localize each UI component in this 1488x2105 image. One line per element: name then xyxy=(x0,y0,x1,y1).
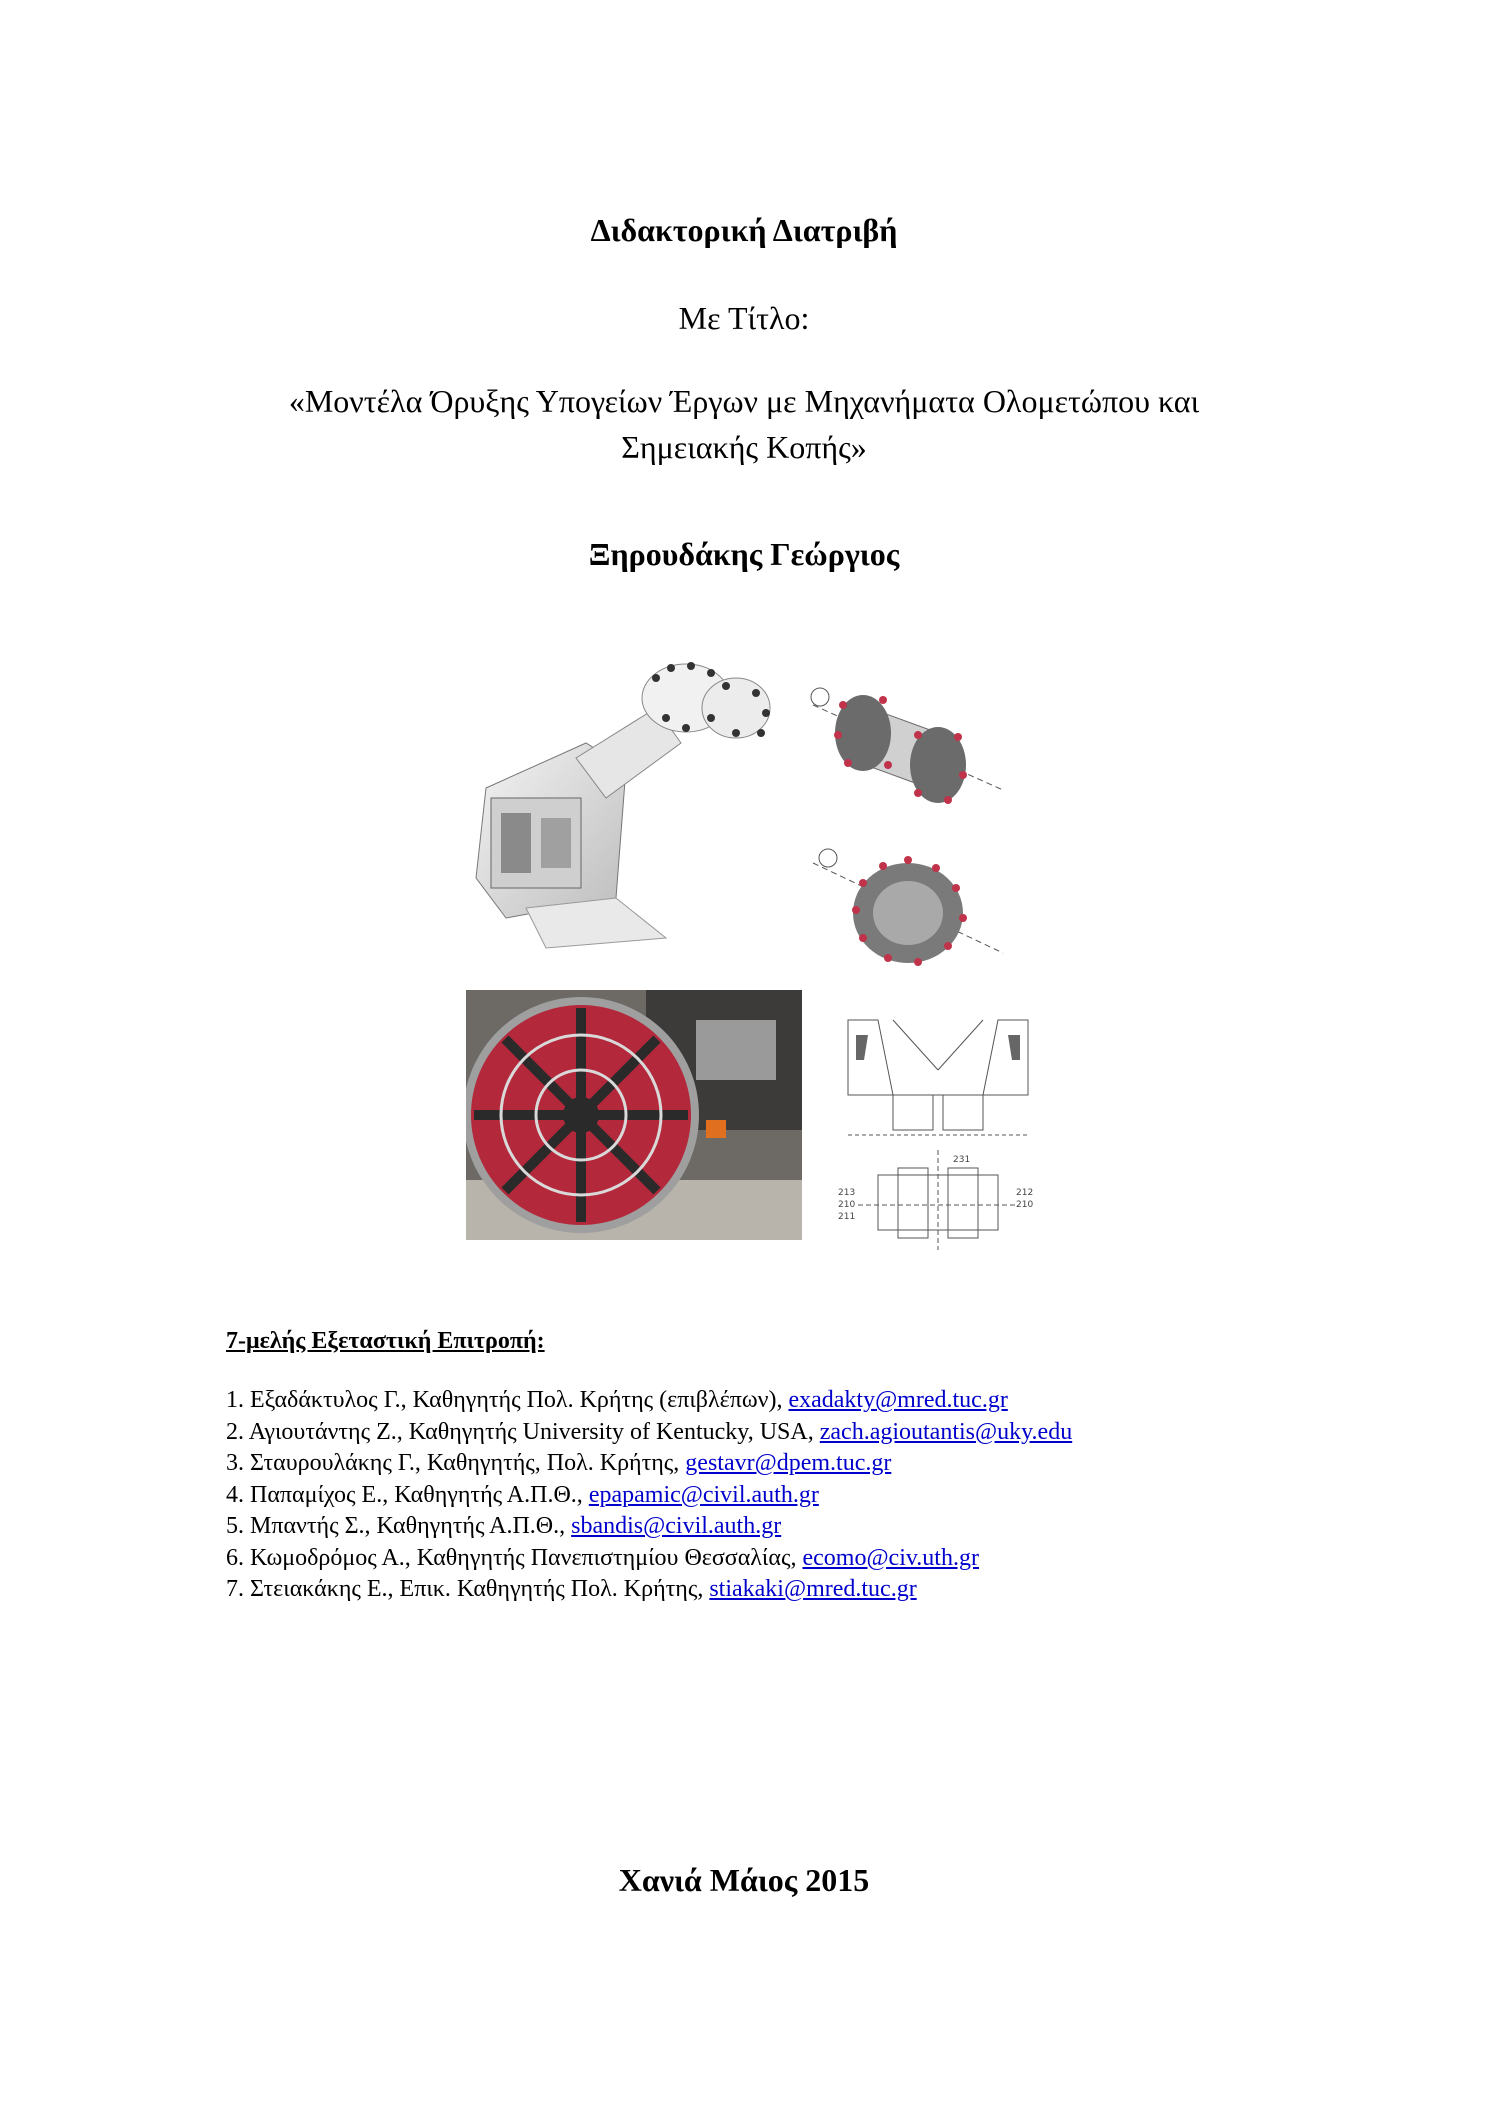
drawing-label: 231 xyxy=(953,1155,971,1165)
member-number: 2. xyxy=(226,1418,244,1445)
committee-heading: 7-μελής Εξεταστική Επιτροπή: xyxy=(226,1328,545,1354)
member-email-link[interactable]: stiakaki@mred.tuc.gr xyxy=(709,1576,917,1602)
committee-member xyxy=(226,1574,1326,1606)
member-number: 5. xyxy=(226,1513,244,1539)
document-type-heading: Διδακτορική Διατριβή xyxy=(590,212,898,248)
committee-member xyxy=(226,1511,1326,1543)
committee-member xyxy=(226,1543,1326,1575)
member-details: Αγιουτάντης Ζ., Καθηγητής University of Kentucky, USA, xyxy=(248,1418,820,1445)
member-email-link[interactable]: gestavr@dpem.tuc.gr xyxy=(685,1450,892,1476)
member-details: Μπαντής Σ., Καθηγητής Α.Π.Θ., xyxy=(250,1513,572,1539)
member-number: 1. xyxy=(226,1387,244,1413)
member-number: 7. xyxy=(226,1576,244,1602)
tbm-cutterhead-image xyxy=(466,990,802,1240)
drawing-label: 211 xyxy=(838,1212,856,1222)
examination-committee xyxy=(226,1328,1326,1606)
thesis-title xyxy=(0,378,1488,470)
member-details: Σταυρουλάκης Γ., Καθηγητής, Πολ. Κρήτης, xyxy=(250,1450,686,1476)
member-details: Κωμοδρόμος Α., Καθηγητής Πανεπιστημίου Θεσσαλίας, xyxy=(250,1544,803,1571)
member-details: Παπαμίχος Ε., Καθηγητής Α.Π.Θ., xyxy=(250,1481,589,1508)
thesis-title-line-1: «Μοντέλα Όρυξης Υπογείων Έργων με Μηχανήματα Ολομετώπου και xyxy=(288,383,1200,419)
member-number: 3. xyxy=(226,1450,244,1476)
cutter-technical-drawing xyxy=(838,1000,1038,1250)
member-email-link[interactable]: zach.agioutantis@uky.edu xyxy=(819,1418,1073,1445)
member-email-link[interactable]: sbandis@civil.auth.gr xyxy=(571,1513,782,1539)
member-details: Στειακάκης Ε., Επικ. Καθηγητής Πολ. Κρήτης, xyxy=(250,1576,710,1602)
thesis-title-line-2: Σημειακής Κοπής» xyxy=(621,429,867,465)
title-label: Με Τίτλο: xyxy=(678,300,810,336)
author-name: Ξηρουδάκης Γεώργιος xyxy=(588,536,900,572)
drawing-label: 213 xyxy=(838,1188,856,1198)
member-email-link[interactable]: exadakty@mred.tuc.gr xyxy=(788,1387,1008,1413)
member-number: 4. xyxy=(226,1481,244,1508)
drawing-label: 212 xyxy=(1016,1188,1034,1198)
member-email-link[interactable]: epapamic@civil.auth.gr xyxy=(588,1481,819,1508)
member-number: 6. xyxy=(226,1544,244,1571)
committee-member xyxy=(226,1385,1326,1417)
committee-member xyxy=(226,1417,1326,1449)
roadheader-machine-image xyxy=(466,648,782,958)
member-email-link[interactable]: ecomo@civ.uth.gr xyxy=(802,1544,979,1571)
committee-member-list xyxy=(226,1385,1326,1606)
committee-member xyxy=(226,1480,1326,1512)
drawing-label: 210 xyxy=(1016,1200,1034,1210)
cutting-drum-image-1 xyxy=(808,675,1008,817)
member-details: Εξαδάκτυλος Γ., Καθηγητής Πολ. Κρήτης (επιβλέπων), xyxy=(250,1387,789,1413)
drawing-label: 210 xyxy=(838,1200,856,1210)
place-and-date: Χανιά Μάιος 2015 xyxy=(618,1862,870,1898)
committee-member xyxy=(226,1448,1326,1480)
cutting-drum-image-2 xyxy=(808,838,1008,982)
